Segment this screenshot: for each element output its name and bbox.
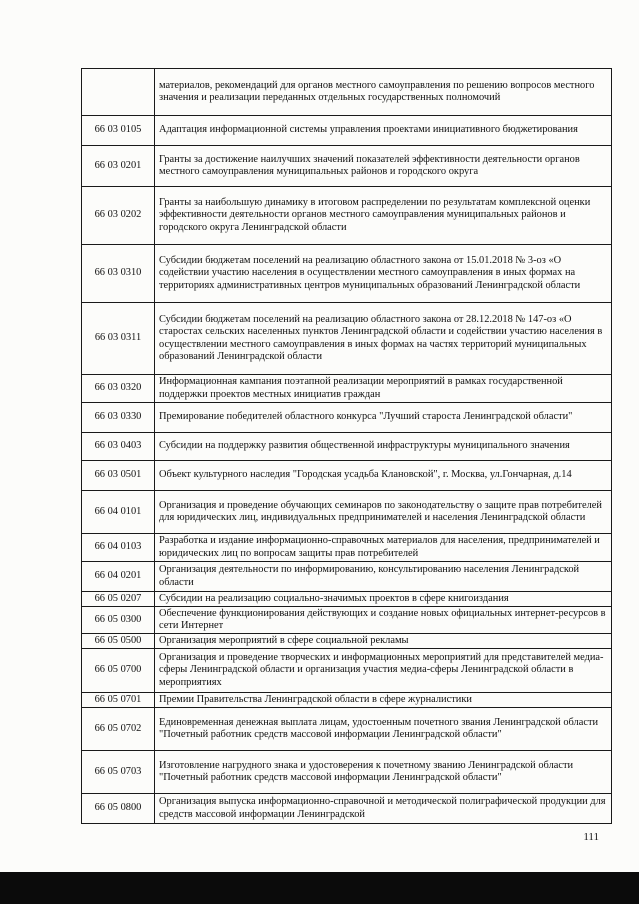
table-row xyxy=(82,69,612,116)
table-row xyxy=(82,634,612,649)
table-row xyxy=(82,794,612,824)
row-code: 66 05 0701 xyxy=(82,693,155,708)
table-row xyxy=(82,303,612,375)
row-code: 66 03 0310 xyxy=(82,245,155,303)
row-code: 66 05 0500 xyxy=(82,634,155,649)
table-row xyxy=(82,592,612,607)
table-row xyxy=(82,433,612,461)
row-name: Субсидии на поддержку развития общественной инфраструктуры муниципального значения xyxy=(155,433,612,461)
row-code: 66 04 0101 xyxy=(82,491,155,534)
row-code: 66 05 0702 xyxy=(82,708,155,751)
row-name: Премирование победителей областного конкурса "Лучший староста Ленинградской области" xyxy=(155,403,612,433)
scan-border xyxy=(0,872,639,904)
row-code: 66 05 0207 xyxy=(82,592,155,607)
row-name: Организация и проведение творческих и информационных мероприятий для представителей медиа-сферы Ленинградской области и организация участия медиа-сферы Ленинградской области в мероприятиях xyxy=(155,649,612,693)
page-number: 111 xyxy=(583,831,599,843)
row-name: Организация и проведение обучающих семинаров по законодательству о защите прав потребителей для юридических лиц, индивидуальных предпринимателей и населения Ленинградской области xyxy=(155,491,612,534)
row-name: Организация мероприятий в сфере социальной рекламы xyxy=(155,634,612,649)
row-code: 66 03 0202 xyxy=(82,187,155,245)
row-name: Единовременная денежная выплата лицам, удостоенным почетного звания Ленинградской области "Почетный работник средств массовой информации Ленинградской области" xyxy=(155,708,612,751)
table-row xyxy=(82,491,612,534)
row-name: Разработка и издание информационно-справочных материалов для населения, предпринимателей и юридических лиц по вопросам защиты прав потребителей xyxy=(155,534,612,562)
table-row xyxy=(82,116,612,146)
row-name: Организация выпуска информационно-справочной и методической полиграфической продукции для средств массовой информации Ленинградской xyxy=(155,794,612,824)
table-row xyxy=(82,649,612,693)
row-name: Гранты за достижение наилучших значений показателей эффективности деятельности органов местного самоуправления муниципальных районов и городского округа xyxy=(155,146,612,187)
row-name: Информационная кампания поэтапной реализации мероприятий в рамках государственной поддержки проектов местных инициатив граждан xyxy=(155,375,612,403)
row-code: 66 05 0703 xyxy=(82,751,155,794)
row-name: Премии Правительства Ленинградской области в сфере журналистики xyxy=(155,693,612,708)
row-code: 66 03 0105 xyxy=(82,116,155,146)
table-row xyxy=(82,146,612,187)
row-name: Изготовление нагрудного знака и удостоверения к почетному званию Ленинградской области "Почетный работник средств массовой информации Ленинградской области" xyxy=(155,751,612,794)
row-code: 66 05 0700 xyxy=(82,649,155,693)
table-row xyxy=(82,562,612,592)
row-name: Адаптация информационной системы управления проектами инициативного бюджетирования xyxy=(155,116,612,146)
row-name: Организация деятельности по информированию, консультированию населения Ленинградской области xyxy=(155,562,612,592)
row-name: Гранты за наибольшую динамику в итоговом распределении по результатам комплексной оценки эффективности деятельности органов местного самоуправления муниципальных районов и городского округа Ленинградской области xyxy=(155,187,612,245)
row-name: Субсидии на реализацию социально-значимых проектов в сфере книгоиздания xyxy=(155,592,612,607)
row-name: Обеспечение функционирования действующих и создание новых официальных интернет-ресурсов в сети Интернет xyxy=(155,607,612,634)
row-name: Объект культурного наследия "Городская усадьба Клановской", г. Москва, ул.Гончарная, д.14 xyxy=(155,461,612,491)
row-code: 66 04 0201 xyxy=(82,562,155,592)
table-row xyxy=(82,187,612,245)
table-row xyxy=(82,403,612,433)
row-name: Субсидии бюджетам поселений на реализацию областного закона от 28.12.2018 № 147-оз «О старостах сельских населенных пунктов Ленинградской области и содействии участию населения в осуществлении местного самоуправления в иных формах на частях территорий муниципальных образований Ленинградской области xyxy=(155,303,612,375)
row-code: 66 03 0330 xyxy=(82,403,155,433)
budget-codes-table xyxy=(81,68,612,824)
row-code: 66 03 0201 xyxy=(82,146,155,187)
row-code: 66 03 0320 xyxy=(82,375,155,403)
row-name: материалов, рекомендаций для органов местного самоуправления по решению вопросов местного значения и реализации переданных отдельных государственных полномочий xyxy=(155,69,612,116)
table-row xyxy=(82,375,612,403)
row-code: 66 03 0311 xyxy=(82,303,155,375)
row-code: 66 05 0300 xyxy=(82,607,155,634)
row-code: 66 04 0103 xyxy=(82,534,155,562)
row-code: 66 03 0501 xyxy=(82,461,155,491)
row-code xyxy=(82,69,155,116)
table-row xyxy=(82,245,612,303)
table-row xyxy=(82,461,612,491)
table-row xyxy=(82,751,612,794)
table-row xyxy=(82,534,612,562)
row-code: 66 03 0403 xyxy=(82,433,155,461)
table-row xyxy=(82,607,612,634)
row-code: 66 05 0800 xyxy=(82,794,155,824)
row-name: Субсидии бюджетам поселений на реализацию областного закона от 15.01.2018 № 3-оз «О содействии участию населения в осуществлении местного самоуправления в иных формах на территориях административных центров муниципальных образований Ленинградской области xyxy=(155,245,612,303)
table-row xyxy=(82,693,612,708)
table-row xyxy=(82,708,612,751)
